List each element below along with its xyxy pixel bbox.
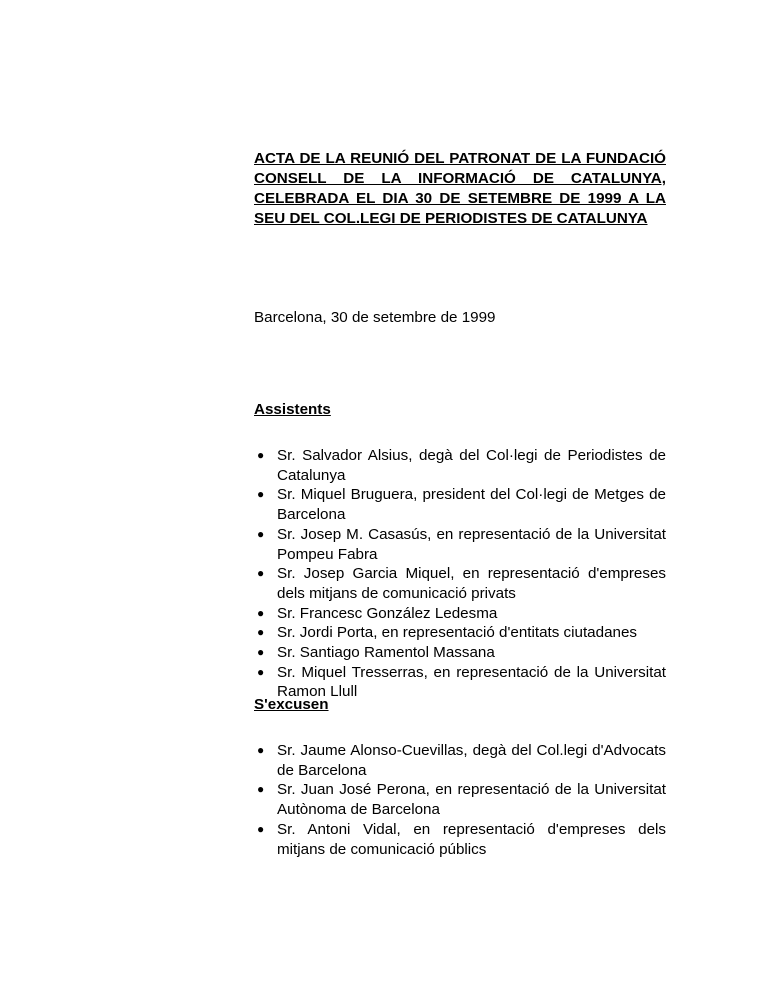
list-item-text: Sr. Jordi Porta, en representació d'entitats ciutadanes [277, 624, 638, 642]
bullet-icon: ● [257, 566, 265, 581]
list-item-text: Sr. Antoni Vidal, en representació d'empreses dels mitjans de comunicació públics [277, 820, 666, 858]
list-item-text: Sr. Josep Garcia Miquel, en representació d'empreses dels mitjans de comunicació privats [277, 565, 666, 602]
list-item-text: Sr. Santiago Ramentol Massana [277, 644, 495, 662]
list-item [254, 525, 666, 564]
bullet-icon: ● [257, 743, 265, 757]
bullet-icon: ● [257, 782, 265, 797]
list-item [254, 623, 666, 643]
list-item [254, 485, 666, 524]
bullet-icon: ● [257, 448, 265, 462]
section-heading-assistents: Assistents [254, 401, 331, 418]
list-item-text: Sr. Salvador Alsius, degà del Col·legi de Periodistes de Catalunya [277, 447, 666, 484]
list-item [254, 564, 666, 603]
document-title: ACTA DE LA REUNIÓ DEL PATRONAT DE LA FUNDACIÓ CONSELL DE LA INFORMACIÓ DE CATALUNYA, CELEBRADA EL DIA 30 DE SETEMBRE DE 1999 A LA SEU DEL COL.LEGI DE PERIODISTES DE CATALUNYA [254, 150, 666, 227]
list-item-text: Sr. Juan José Perona, en representació de la Universitat Autònoma de Barcelona [277, 781, 666, 819]
bullet-icon: ● [257, 645, 265, 660]
bullet-icon: ● [257, 605, 265, 620]
attendees-list [254, 446, 666, 702]
list-item-text: Sr. Jaume Alonso-Cuevillas, degà del Col.legi d'Advocats de Barcelona [277, 742, 666, 779]
list-item [254, 780, 666, 819]
section-heading-excusen: S'excusen [254, 696, 329, 713]
list-item [254, 741, 666, 780]
bullet-icon: ● [257, 821, 265, 836]
bullet-icon: ● [257, 487, 265, 502]
date-line: Barcelona, 30 de setembre de 1999 [254, 309, 496, 326]
document-page [254, 149, 666, 858]
excused-list [254, 741, 666, 859]
list-item [254, 643, 666, 663]
bullet-icon: ● [257, 625, 265, 640]
list-item-text: Sr. Francesc González Ledesma [277, 604, 498, 622]
list-item-text: Sr. Miquel Tresserras, en representació de la Universitat Ramon Llull [277, 663, 666, 701]
list-item-text: Sr. Miquel Bruguera, president del Col·legi de Metges de Barcelona [277, 486, 666, 524]
bullet-icon: ● [257, 664, 265, 679]
list-item [254, 820, 666, 859]
bullet-icon: ● [257, 526, 265, 541]
list-item [254, 604, 666, 624]
list-item-text: Sr. Josep M. Casasús, en representació de la Universitat Pompeu Fabra [277, 525, 666, 563]
list-item [254, 446, 666, 485]
